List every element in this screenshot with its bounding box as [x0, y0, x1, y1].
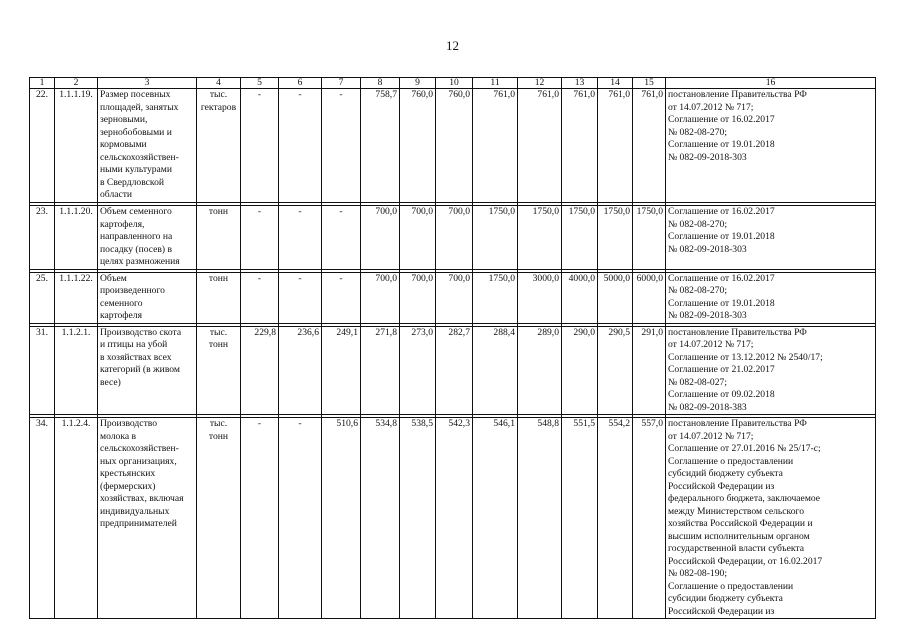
legal-basis-line: от 14.07.2012 № 717;: [668, 430, 754, 442]
value-cell: 700,0: [361, 272, 400, 323]
header-cell: 9: [400, 78, 436, 89]
row-number: 31.: [30, 326, 55, 415]
value-cell: 273,0: [400, 326, 436, 415]
indicator-name: [98, 206, 197, 270]
header-cell: 16: [666, 78, 876, 89]
indicator-name-line: (фермерских): [100, 480, 156, 492]
indicator-name-line: зернобобовыми и: [100, 126, 172, 138]
legal-basis-line: от 14.07.2012 № 717;: [668, 339, 754, 350]
legal-basis-line: субсидий бюджету субъекта: [668, 468, 783, 479]
value-cell: 1750,0: [473, 272, 518, 323]
legal-basis-line: № 082-09-2018-303: [668, 151, 747, 163]
header-cell: 1: [30, 78, 55, 89]
legal-basis-line: Соглашение о предоставлении: [668, 455, 794, 467]
value-cell: 554,2: [598, 418, 633, 619]
legal-basis-line: Соглашение от 16.02.2017: [668, 272, 775, 284]
indicator-name-line: Производство: [100, 418, 158, 429]
table-row: [30, 206, 876, 270]
legal-basis-line: Соглашение от 27.01.2016 № 25/17-с;: [668, 443, 821, 454]
indicator-code: 1.1.1.20.: [55, 206, 98, 270]
indicator-name: [98, 272, 197, 323]
unit: [197, 418, 241, 619]
indicator-code: 1.1.1.22.: [55, 272, 98, 323]
value-cell: 1750,0: [518, 206, 562, 270]
indicator-name-line: индивидуальных: [100, 505, 170, 517]
indicator-name-line: Объем семенного: [100, 206, 172, 217]
indicator-name-line: предпринимателей: [100, 518, 177, 529]
legal-basis-line: Соглашение от 19.01.2018: [668, 139, 775, 150]
legal-basis-line: высшим исполнительным органом: [668, 530, 810, 542]
indicator-name-line: категорий (в живом: [100, 364, 180, 375]
indicator-name-line: хозяйствах, включая: [100, 493, 184, 504]
indicator-name-line: сельскохозяйствен-: [100, 151, 179, 163]
indicator-name-line: молока в: [100, 430, 137, 442]
indicator-name-line: посадку (посев) в: [100, 243, 173, 255]
value-cell: 289,0: [518, 326, 562, 415]
value-cell: 510,6: [322, 418, 361, 619]
table-row: [30, 418, 876, 619]
legal-basis-line: Соглашение о предоставлении: [668, 580, 794, 592]
value-cell: 1750,0: [473, 206, 518, 270]
unit-line: тыс.: [209, 89, 228, 100]
indicator-name-line: произведенного: [100, 285, 165, 296]
value-cell: -: [241, 418, 279, 619]
indicator-name: [98, 326, 197, 415]
header-cell: 2: [55, 78, 98, 89]
value-cell: -: [322, 89, 361, 203]
header-cell: 10: [436, 78, 473, 89]
indicator-code: 1.1.1.19.: [55, 89, 98, 203]
legal-basis-line: Соглашение от 16.02.2017: [668, 206, 775, 217]
value-cell: 557,0: [633, 418, 666, 619]
indicator-name-line: в Свердловской: [100, 176, 165, 188]
legal-basis-line: № 082-09-2018-383: [668, 401, 747, 413]
value-cell: -: [322, 272, 361, 323]
value-cell: -: [241, 272, 279, 323]
value-cell: 290,5: [598, 326, 633, 415]
header-cell: 11: [473, 78, 518, 89]
value-cell: 288,4: [473, 326, 518, 415]
legal-basis-line: постановление Правительства РФ: [668, 89, 807, 100]
value-cell: 249,1: [322, 326, 361, 415]
value-cell: 1750,0: [633, 206, 666, 270]
value-cell: 1750,0: [562, 206, 598, 270]
header-cell: 15: [633, 78, 666, 89]
legal-basis-line: Соглашение от 13.12.2012 № 2540/17;: [668, 351, 823, 363]
value-cell: -: [279, 272, 322, 323]
value-cell: 282,7: [436, 326, 473, 415]
legal-basis-line: № 082-08-027;: [668, 376, 727, 388]
header-cell: 7: [322, 78, 361, 89]
unit: [197, 326, 241, 415]
legal-basis-line: хозяйства Российской Федерации и: [668, 518, 813, 529]
indicator-name-line: ных организациях,: [100, 455, 177, 467]
value-cell: 700,0: [361, 206, 400, 270]
row-number: 34.: [30, 418, 55, 619]
indicator-name-line: площадей, занятых: [100, 101, 179, 113]
legal-basis-line: № 082-08-190;: [668, 568, 727, 579]
value-cell: 1750,0: [598, 206, 633, 270]
value-cell: 4000,0: [562, 272, 598, 323]
value-cell: 700,0: [436, 206, 473, 270]
value-cell: 291,0: [633, 326, 666, 415]
indicator-name-line: картофеля: [100, 310, 142, 321]
value-cell: -: [241, 206, 279, 270]
header-row: [30, 78, 876, 89]
header-cell: 3: [98, 78, 197, 89]
indicator-name-line: кормовыми: [100, 139, 147, 150]
header-cell: 13: [562, 78, 598, 89]
unit-line: тонн: [208, 430, 229, 442]
value-cell: 700,0: [400, 272, 436, 323]
value-cell: 758,7: [361, 89, 400, 203]
legal-basis-line: между Министерством сельского: [668, 505, 804, 517]
legal-basis-line: Соглашение от 09.02.2018: [668, 389, 775, 400]
unit-line: гектаров: [200, 101, 237, 113]
unit-line: тонн: [208, 206, 229, 217]
legal-basis: [666, 272, 876, 323]
legal-basis-line: Российской Федерации из: [668, 605, 775, 617]
unit-line: тонн: [208, 339, 229, 350]
value-cell: 542,3: [436, 418, 473, 619]
value-cell: 700,0: [436, 272, 473, 323]
legal-basis-line: Соглашение от 19.01.2018: [668, 297, 775, 309]
legal-basis-line: Российской Федерации из: [668, 480, 775, 492]
value-cell: 290,0: [562, 326, 598, 415]
indicator-name-line: в хозяйствах всех: [100, 351, 172, 363]
legal-basis-line: № 082-09-2018-303: [668, 243, 747, 255]
legal-basis-line: № 082-09-2018-303: [668, 310, 747, 321]
value-cell: 271,8: [361, 326, 400, 415]
indicator-name-line: картофеля,: [100, 218, 145, 230]
indicator-name-line: Размер посевных: [100, 89, 171, 100]
indicator-name-line: зерновыми,: [100, 114, 148, 125]
value-cell: -: [279, 89, 322, 203]
value-cell: 760,0: [400, 89, 436, 203]
legal-basis-line: Российской Федерации, от 16.02.2017: [668, 555, 823, 567]
table-row: [30, 272, 876, 323]
indicator-name-line: Производство скота: [100, 326, 182, 338]
legal-basis: [666, 418, 876, 619]
value-cell: 761,0: [473, 89, 518, 203]
value-cell: 5000,0: [598, 272, 633, 323]
header-cell: 12: [518, 78, 562, 89]
unit-line: тонн: [208, 272, 229, 284]
header-cell: 14: [598, 78, 633, 89]
header-cell: 4: [197, 78, 241, 89]
indicator-name: [98, 418, 197, 619]
legal-basis-line: № 082-08-270;: [668, 285, 727, 296]
legal-basis-line: № 082-08-270;: [668, 126, 727, 138]
value-cell: 760,0: [436, 89, 473, 203]
unit: [197, 89, 241, 203]
indicator-name-line: сельскохозяйствен-: [100, 443, 179, 454]
value-cell: 761,0: [562, 89, 598, 203]
unit-line: тыс.: [209, 326, 228, 338]
value-cell: 6000,0: [633, 272, 666, 323]
legal-basis: [666, 206, 876, 270]
indicator-name-line: весе): [100, 376, 121, 388]
unit: [197, 206, 241, 270]
value-cell: -: [241, 89, 279, 203]
legal-basis-line: Соглашение от 21.02.2017: [668, 364, 775, 375]
row-number: 22.: [30, 89, 55, 203]
table-row: [30, 326, 876, 415]
indicator-name-line: Объем: [100, 272, 127, 284]
legal-basis-line: постановление Правительства РФ: [668, 418, 807, 429]
unit-line: тыс.: [209, 418, 228, 429]
value-cell: 236,6: [279, 326, 322, 415]
indicator-name-line: крестьянских: [100, 468, 156, 479]
value-cell: 534,8: [361, 418, 400, 619]
legal-basis-line: федерального бюджета, заключаемое: [668, 493, 821, 504]
header-cell: 6: [279, 78, 322, 89]
page-number: 12: [446, 38, 459, 53]
legal-basis-line: Соглашение от 16.02.2017: [668, 114, 775, 125]
legal-basis: [666, 326, 876, 415]
indicator-name-line: семенного: [100, 297, 143, 309]
value-cell: 546,1: [473, 418, 518, 619]
indicator-code: 1.1.2.4.: [55, 418, 98, 619]
value-cell: -: [322, 206, 361, 270]
header-cell: 5: [241, 78, 279, 89]
unit: [197, 272, 241, 323]
legal-basis-line: государственной власти субъекта: [668, 543, 804, 554]
value-cell: 538,5: [400, 418, 436, 619]
indicator-code: 1.1.2.1.: [55, 326, 98, 415]
value-cell: 761,0: [633, 89, 666, 203]
value-cell: 761,0: [518, 89, 562, 203]
indicator-name: [98, 89, 197, 203]
legal-basis-line: субсидии бюджету субъекта: [668, 593, 783, 604]
row-number: 25.: [30, 272, 55, 323]
legal-basis-line: постановление Правительства РФ: [668, 326, 807, 338]
legal-basis-line: от 14.07.2012 № 717;: [668, 101, 754, 113]
indicator-name-line: целях размножения: [100, 256, 180, 267]
value-cell: 548,8: [518, 418, 562, 619]
legal-basis-line: № 082-08-270;: [668, 218, 727, 230]
indicator-name-line: направленного на: [100, 231, 173, 242]
legal-basis-line: Соглашение от 19.01.2018: [668, 231, 775, 242]
value-cell: 3000,0: [518, 272, 562, 323]
value-cell: 551,5: [562, 418, 598, 619]
value-cell: -: [279, 206, 322, 270]
value-cell: 229,8: [241, 326, 279, 415]
indicators-table: [29, 77, 876, 619]
row-number: 23.: [30, 206, 55, 270]
value-cell: 700,0: [400, 206, 436, 270]
indicator-name-line: ными культурами: [100, 164, 173, 175]
legal-basis: [666, 89, 876, 203]
header-cell: 8: [361, 78, 400, 89]
indicator-name-line: области: [100, 189, 133, 200]
value-cell: -: [279, 418, 322, 619]
indicator-name-line: и птицы на убой: [100, 339, 168, 350]
table-row: [30, 89, 876, 203]
value-cell: 761,0: [598, 89, 633, 203]
